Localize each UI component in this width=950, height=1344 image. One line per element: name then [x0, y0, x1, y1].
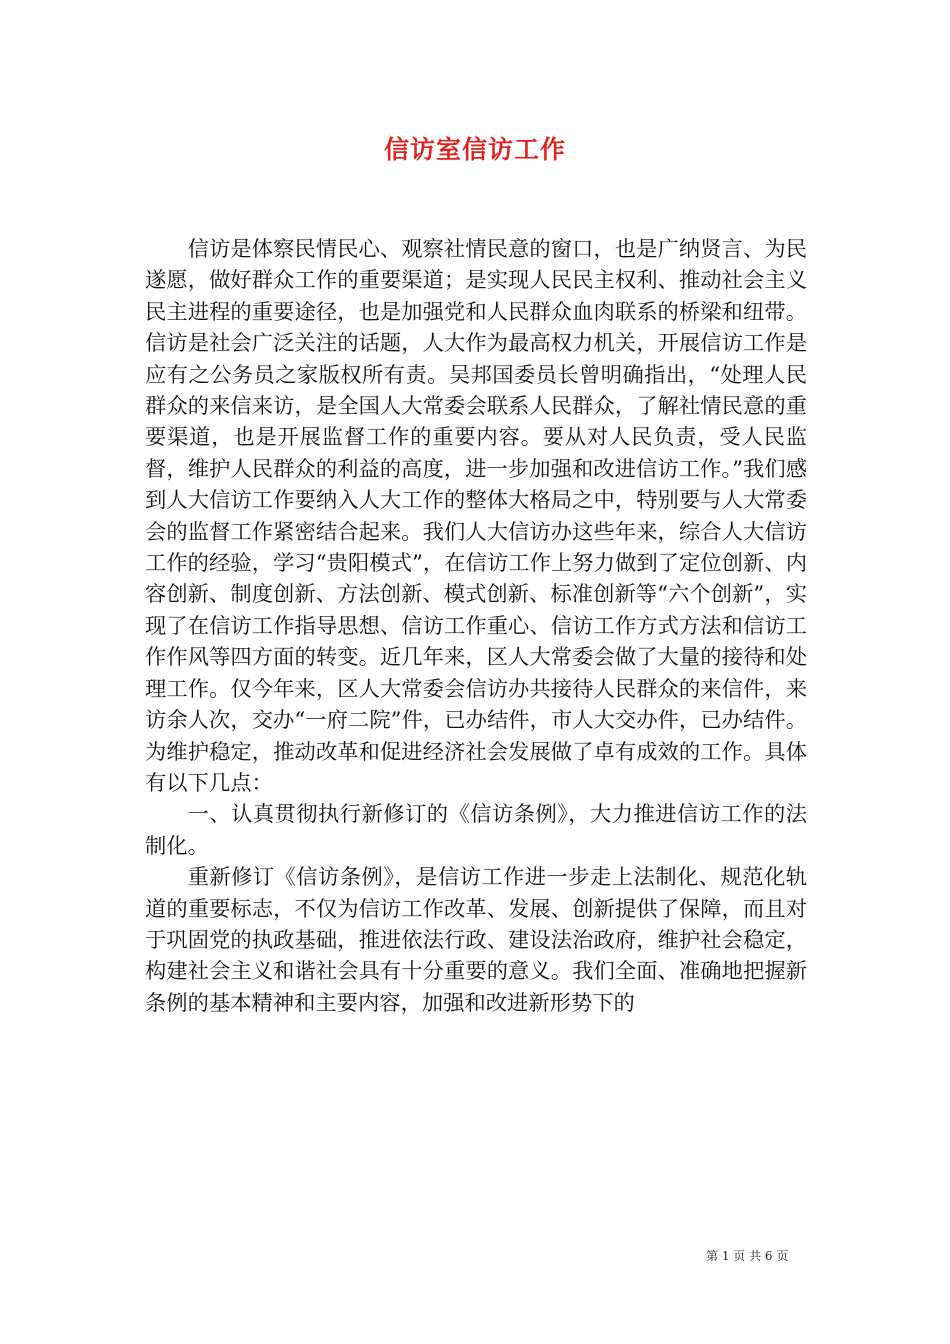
document-body [145, 234, 807, 1019]
page-number-footer: 第 1 页 共 6 页 [706, 1249, 789, 1263]
paragraph-intro: 信访是体察民情民心、观察社情民意的窗口，也是广纳贤言、为民遂愿，做好群众工作的重要渠道；是实现人民民主权利、推动社会主义民主进程的重要途径，也是加强党和人民群众血肉联系的桥梁和纽带。信访是社会广泛关注的话题，人大作为最高权力机关，开展信访工作是应有之公务员之家版权所有责。吴邦国委员长曾明确指出，“处理人民群众的来信来访，是全国人大常委会联系人民群众，了解社情民意的重要渠道，也是开展监督工作的重要内容。要从对人民负责，受人民监督，维护人民群众的利益的高度，进一步加强和改进信访工作。”我们感到人大信访工作要纳入人大工作的整体大格局之中，特别要与人大常委会的监督工作紧密结合起来。我们人大信访办这些年来，综合人大信访工作的经验，学习“贵阳模式”，在信访工作上努力做到了定位创新、内容创新、制度创新、方法创新、模式创新、标准创新等“六个创新”，实现了在信访工作指导思想、信访工作重心、信访工作方式方法和信访工作作风等四方面的转变。近几年来，区人大常委会做了大量的接待和处理工作。仅今年来，区人大常委会信访办共接待人民群众的来信件，来访余人次，交办“一府二院”件，已办结件，市人大交办件，已办结件。为维护稳定，推动改革和促进经济社会发展做了卓有成效的工作。具体有以下几点： [145, 237, 807, 796]
paragraph-section-one-body: 重新修订《信访条例》，是信访工作进一步走上法制化、规范化轨道的重要标志，不仅为信访工作改革、发展、创新提供了保障，而且对于巩固党的执政基础，推进依法行政、建设法治政府，维护社会稳定，构建社会主义和谐社会具有十分重要的意义。我们全面、准确地把握新条例的基本精神和主要内容，加强和改进新形势下的 [145, 865, 807, 1016]
paragraph-section-one-heading: 一、认真贯彻执行新修订的《信访条例》，大力推进信访工作的法制化。 [145, 802, 807, 859]
document-title: 信访室信访工作 [383, 135, 566, 164]
